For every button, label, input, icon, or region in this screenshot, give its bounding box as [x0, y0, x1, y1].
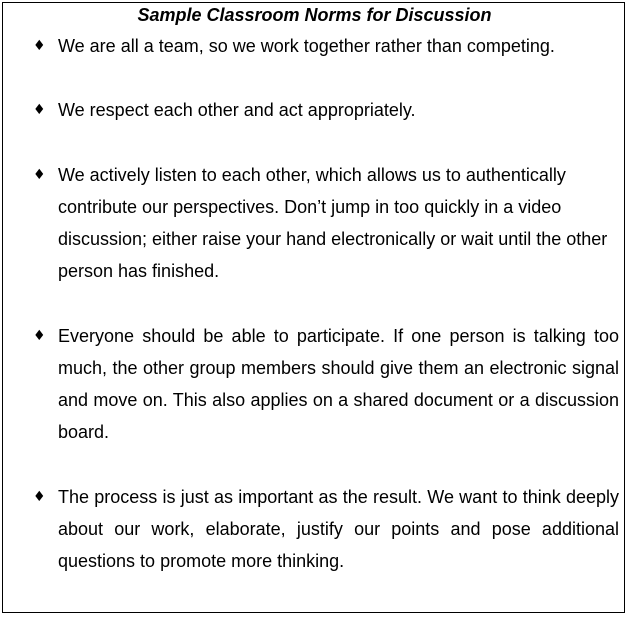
- norm-text: Everyone should be able to participate. If one person is talking too much, the other group members should give them an electronic signal and move on. This also applies on a shared document or a discussion board.: [58, 326, 619, 442]
- diamond-bullet-icon: ♦: [33, 38, 46, 54]
- diamond-bullet-icon: ♦: [33, 489, 46, 505]
- diamond-bullet-icon: ♦: [33, 167, 46, 183]
- norm-text: We respect each other and act appropriately.: [58, 100, 416, 120]
- diamond-bullet-icon: ♦: [33, 102, 46, 118]
- norm-text: The process is just as important as the result. We want to think deeply about our work, elaborate, justify our points and pose additional questions to promote more thinking.: [58, 487, 619, 571]
- diamond-bullet-icon: ♦: [33, 328, 46, 344]
- document-title: Sample Classroom Norms for Discussion: [137, 5, 492, 25]
- norm-text: We are all a team, so we work together rather than competing.: [58, 36, 555, 56]
- norm-text: We actively listen to each other, which allows us to authentically contribute our perspectives. Don’t jump in too quickly in a video discussion; either raise your hand electronically or wait until the other person has finished.: [58, 165, 608, 281]
